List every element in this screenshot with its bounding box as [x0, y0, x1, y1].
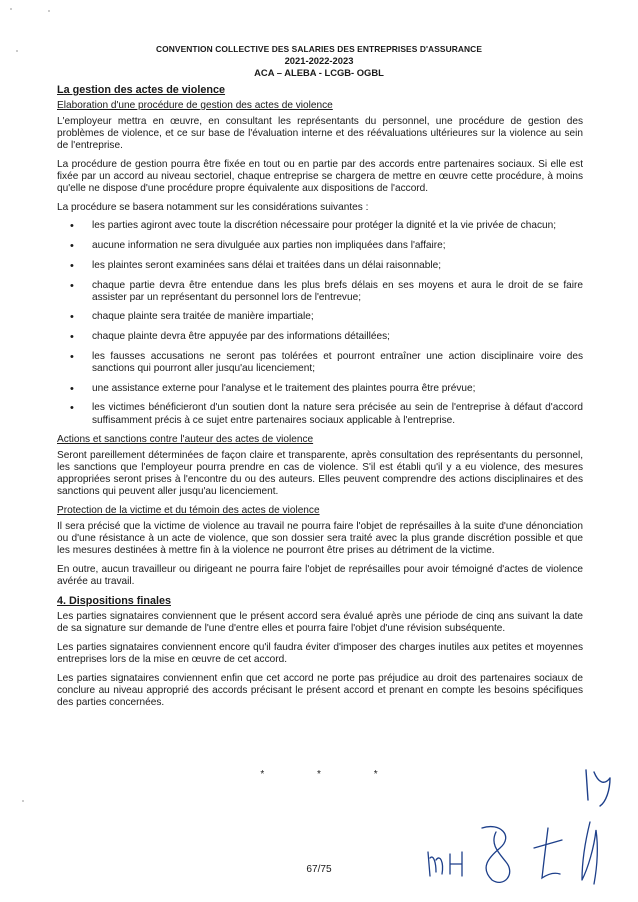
list-item: • chaque plainte sera traitée de manière impartiale;: [57, 311, 583, 323]
considerations-list: [57, 220, 583, 426]
paragraph: L'employeur mettra en œuvre, en consultant les représentants du personnel, une procédure de gestion des problèmes de violence, et ce sur base de l'évaluation interne et des réévaluations ultérieures sur la violence au sein de l'entreprise.: [57, 115, 583, 151]
list-item: • les parties agiront avec toute la discrétion nécessaire pour protéger la dignité et la vie privée de chacun;: [57, 220, 583, 232]
signature-initials-right-top: [580, 760, 632, 810]
list-item: • une assistance externe pour l'analyse et le traitement des plaintes pourra être prévue;: [57, 383, 583, 395]
separator-star: *: [260, 769, 265, 780]
signature-cross-mark: [528, 824, 568, 884]
signature-mark-right: [568, 818, 608, 890]
list-item: • chaque partie devra être entendue dans les plus brefs délais en ses moyens et aura le droit de se faire assister par un représentant du personnel lors de l'entrevue;: [57, 280, 583, 304]
list-item: • les fausses accusations ne seront pas tolérées et pourront entraîner une action disciplinaire voire des sanctions qui pourront aller jusqu'au licenciement;: [57, 351, 583, 375]
header-parties: ACA – ALEBA - LCGB- OGBL: [254, 66, 384, 78]
signature-loop: [470, 818, 526, 888]
scan-speck: [48, 10, 50, 12]
list-item: • chaque plainte devra être appuyée par des informations détaillées;: [57, 331, 583, 343]
header-convention-title: CONVENTION COLLECTIVE DES SALARIES DES ENTREPRISES D'ASSURANCE: [155, 44, 483, 54]
paragraph: Les parties signataires conviennent enfin que cet accord ne porte pas préjudice au droit des partenaires sociaux de conclure au niveau approprié des accords précisant le présent accord et prenant en compte les besoins spécifiques des parties concernées.: [57, 672, 583, 708]
document-header: [0, 44, 638, 78]
paragraph: Les parties signataires conviennent encore qu'il faudra éviter d'imposer des charges inutiles aux petites et moyennes entreprises lors de la mise en œuvre de cet accord.: [57, 641, 583, 665]
paragraph: La procédure de gestion pourra être fixée en tout ou en partie par des accords entre partenaires sociaux. Si elle est fixée par un accord au niveau sectoriel, chaque entreprise se chargera de mettre en œuvre cette procédure, à moins qu'elle ne dispose d'une procédure propre équivalente aux dispositions de l'accord.: [57, 158, 583, 195]
paragraph: La procédure se basera notamment sur les considérations suivantes :: [57, 201, 369, 213]
list-item: • les plaintes seront examinées sans délai et traitées dans un délai raisonnable;: [57, 260, 583, 272]
paragraph: Les parties signataires conviennent que le présent accord sera évalué après une période de cinq ans suivant la date de sa signature sur demande de l'une d'entre elles et pourra faire l'objet d'une révision subséquente.: [57, 610, 583, 634]
paragraph: En outre, aucun travailleur ou dirigeant ne pourra faire l'objet de représailles pour avoir témoigné d'actes de violence avérée au travail.: [57, 563, 583, 587]
paragraph: Seront pareillement déterminées de façon claire et transparente, après consultation des représentants du personnel, les sanctions que l'employeur pourra prendre en cas de violence. S'il est établi qu'il y a eu violence, des mesures appropriées seront prises à l'encontre du ou des auteurs. Elles peuvent comprendre des actions disciplinaires et des sanctions qui peuvent aller jusqu'au licenciement.: [57, 449, 583, 498]
paragraph: Il sera précisé que la victime de violence au travail ne pourra faire l'objet de représailles à la suite d'une dénonciation ou d'une résistance à un acte de violence, que son dossier sera traité avec la plus grande discrétion possible et que les mesures destinées à mettre fin à la violence ne pourront être prises au détriment de la victime.: [57, 520, 583, 557]
separator-star: *: [317, 769, 321, 780]
section-title-violence: La gestion des actes de violence: [57, 84, 226, 96]
scan-speck: [22, 800, 24, 802]
subsection-title-sanctions: Actions et sanctions contre l'auteur des actes de violence: [57, 434, 314, 446]
document-body: [57, 84, 583, 716]
list-item: • les victimes bénéficieront d'un soutien dont la nature sera précisée au sein de l'entreprise à défaut d'accord suffisamment précis à ce sujet entre partenaires sociaux applicable à l'entreprise.: [57, 402, 583, 426]
scan-speck: [10, 8, 12, 10]
section-separator: [0, 769, 638, 780]
page-number: 67/75: [306, 864, 332, 875]
header-years: 2021-2022-2023: [284, 55, 354, 66]
separator-star: *: [373, 769, 378, 780]
signature-initials-bottom-left: [424, 846, 472, 880]
scan-speck: [16, 50, 18, 52]
subsection-title-protection: Protection de la victime et du témoin des actes de violence: [57, 505, 320, 517]
section-title-final: 4. Dispositions finales: [57, 594, 171, 607]
list-item: • aucune information ne sera divulguée aux parties non impliquées dans l'affaire;: [57, 240, 583, 252]
subsection-title-procedure: Elaboration d'une procédure de gestion des actes de violence: [57, 100, 333, 111]
